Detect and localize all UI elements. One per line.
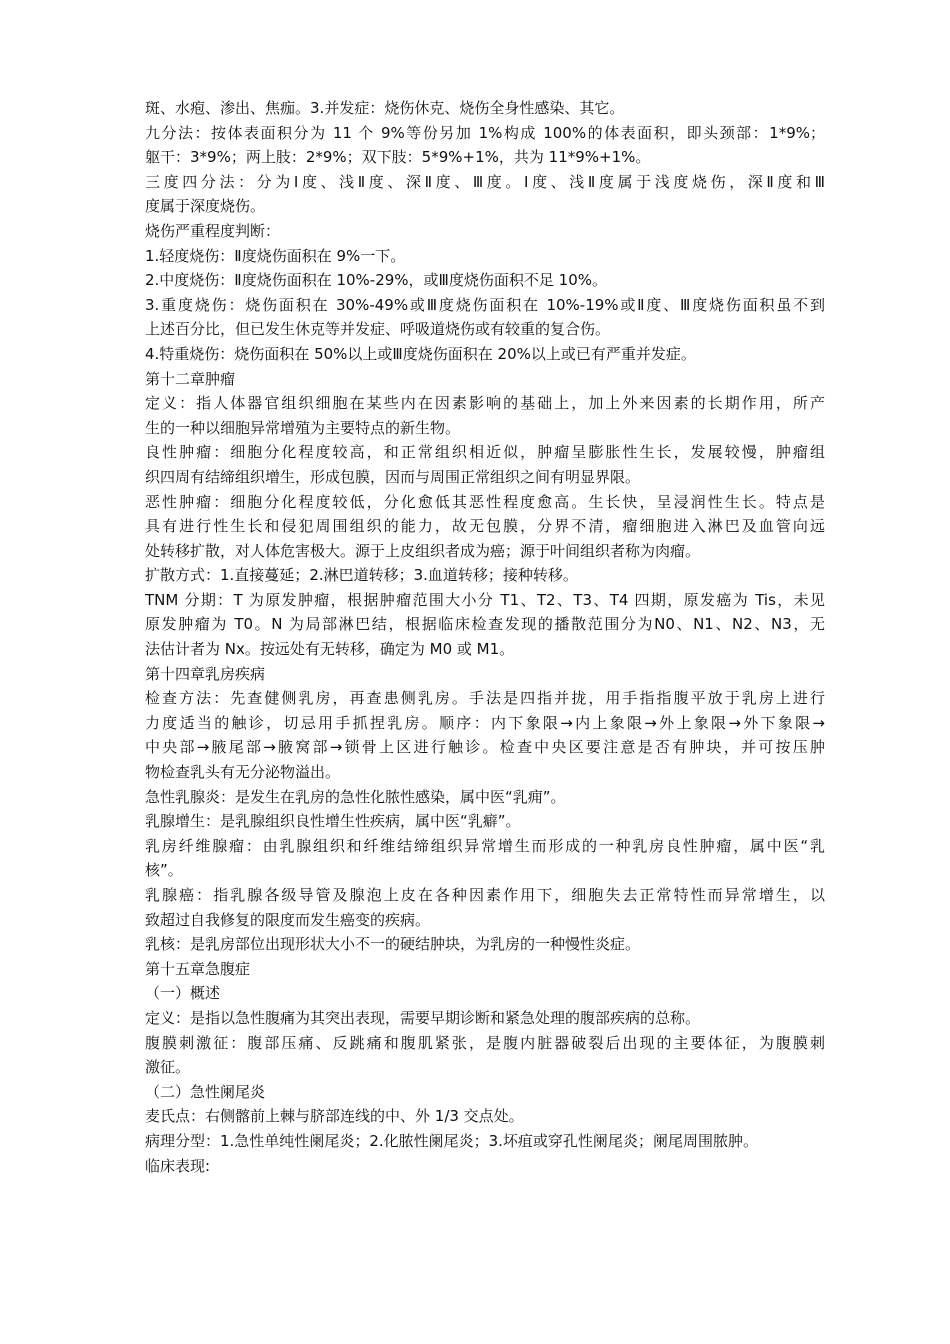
- text-line: 2.中度烧伤：Ⅱ度烧伤面积在 10%-29%，或Ⅲ度烧伤面积不足 10%。: [145, 271, 608, 290]
- text-line: 法估计者为 Nx。按远处有无转移，确定为 M0 或 M1。: [145, 640, 515, 659]
- text-line: 力度适当的触诊，切忌用手抓捏乳房。顺序：内下象限→内上象限→外上象限→外下象限→: [145, 713, 825, 732]
- paragraph: [145, 957, 825, 982]
- text-line: 定义：是指以急性腹痛为其突出表现，需要早期诊断和紧急处理的腹部疾病的总称。: [145, 1008, 701, 1027]
- text-line: 上述百分比，但已发生休克等并发症、呼吸道烧伤或有较重的复合伤。: [145, 320, 611, 339]
- paragraph: [145, 1080, 825, 1105]
- paragraph: [145, 932, 825, 957]
- paragraph: [145, 367, 825, 392]
- text-line: 斑、水疱、渗出、焦痂。3.并发症：烧伤休克、烧伤全身性感染、其它。: [145, 99, 625, 117]
- paragraph: [145, 1031, 825, 1080]
- text-line: （一）概述: [145, 984, 221, 1003]
- paragraph: [145, 1006, 825, 1031]
- text-line: 躯干：3*9%；两上肢：2*9%；双下肢：5*9%+1%，共为 11*9%+1%。: [145, 148, 651, 167]
- text-line: 3.重度烧伤：烧伤面积在 30%-49%或Ⅲ度烧伤面积在 10%-19%或Ⅱ度、Ⅲ度烧伤面积虽不到: [145, 295, 825, 314]
- text-line: （二）急性阑尾炎: [145, 1082, 266, 1101]
- paragraph: [145, 219, 825, 244]
- text-line: TNM 分期：T 为原发肿瘤，根据肿瘤范围大小分 T1、T2、T3、T4 四期，原发癌为 Tis，未见: [145, 590, 825, 609]
- document-body-text: [145, 96, 825, 1178]
- text-line: 病理分型：1.急性单纯性阑尾炎；2.化脓性阑尾炎；3.坏疽或穿孔性阑尾炎；阑尾周围脓肿。: [145, 1131, 758, 1150]
- text-line: 九分法：按体表面积分为 11 个 9%等份另加 1%构成 100%的体表面积，即头颈部：1*9%；: [145, 123, 825, 142]
- paragraph: [145, 588, 825, 662]
- text-line: 急性乳腺炎：是发生在乳房的急性化脓性感染，属中医“乳痈”。: [145, 787, 566, 806]
- text-line: 物检查乳头有无分泌物溢出。: [145, 763, 341, 782]
- text-line: 中央部→腋尾部→腋窝部→锁骨上区进行触诊。检查中央区要注意是否有肿块，并可按压肿: [145, 738, 825, 757]
- paragraph: [145, 342, 825, 367]
- text-line: 麦氏点：右侧髂前上棘与脐部连线的中、外 1/3 交点处。: [145, 1107, 524, 1126]
- text-line: 乳房纤维腺瘤：由乳腺组织和纤维结缔组织异常增生而形成的一种乳房良性肿瘤，属中医“乳: [145, 836, 825, 855]
- text-line: 乳腺增生：是乳腺组织良性增生性疾病，属中医“乳癖”。: [145, 812, 521, 831]
- paragraph: [145, 662, 825, 687]
- paragraph: [145, 391, 825, 440]
- paragraph: [145, 268, 825, 293]
- text-line: 恶性肿瘤：细胞分化程度较低，分化愈低其恶性程度愈高。生长快，呈浸润性生长。特点是: [145, 492, 825, 511]
- paragraph: [145, 170, 825, 219]
- text-line: 1.轻度烧伤：Ⅱ度烧伤面积在 9%一下。: [145, 246, 406, 265]
- text-line: 第十五章急腹症: [145, 959, 251, 978]
- text-line: 扩散方式：1.直接蔓延；2.淋巴道转移；3.血道转移；接种转移。: [145, 566, 578, 585]
- text-line: 生的一种以细胞异常增殖为主要特点的新生物。: [145, 418, 461, 437]
- text-line: 乳核：是乳房部位出现形状大小不一的硬结肿块，为乳房的一种慢性炎症。: [145, 935, 641, 954]
- paragraph: [145, 563, 825, 588]
- text-line: 第十四章乳房疾病: [145, 664, 266, 683]
- text-line: 检查方法：先查健侧乳房，再查患侧乳房。手法是四指并拢，用手指指腹平放于乳房上进行: [145, 689, 825, 708]
- paragraph: [145, 96, 825, 121]
- text-line: 乳腺癌：指乳腺各级导管及腺泡上皮在各种因素作用下，细胞失去正常特性而异常增生，以: [145, 886, 825, 904]
- text-line: 定义：指人体器官组织细胞在某些内在因素影响的基础上，加上外来因素的长期作用，所产: [145, 394, 825, 413]
- paragraph: [145, 981, 825, 1006]
- text-line: 三度四分法：分为Ⅰ度、浅Ⅱ度、深Ⅱ度、Ⅲ度。Ⅰ度、浅Ⅱ度属于浅度烧伤，深Ⅱ度和Ⅲ: [145, 172, 825, 191]
- text-line: 第十二章肿瘤: [145, 369, 236, 388]
- text-line: 核”。: [145, 861, 183, 880]
- text-line: 4.特重烧伤：烧伤面积在 50%以上或Ⅲ度烧伤面积在 20%以上或已有严重并发症。: [145, 344, 696, 363]
- text-line: 激征。: [145, 1058, 191, 1077]
- paragraph: [145, 244, 825, 269]
- paragraph: [145, 293, 825, 342]
- text-line: 原发肿瘤为 T0。N 为局部淋巴结，根据临床检查发现的播散范围分为N0、N1、N2、N3，无: [145, 615, 825, 634]
- text-line: 腹膜刺激征：腹部压痛、反跳痛和腹肌紧张，是腹内脏器破裂后出现的主要体征，为腹膜刺: [145, 1033, 825, 1052]
- paragraph: [145, 809, 825, 834]
- paragraph: [145, 785, 825, 810]
- paragraph: [145, 834, 825, 883]
- paragraph: [145, 440, 825, 489]
- text-line: 烧伤严重程度判断：: [145, 221, 281, 240]
- paragraph: [145, 1104, 825, 1129]
- text-line: 处转移扩散，对人体危害极大。源于上皮组织者成为癌；源于叶间组织者称为肉瘤。: [145, 541, 701, 560]
- text-line: 度属于深度烧伤。: [145, 197, 266, 216]
- text-line: 具有进行性生长和侵犯周围组织的能力，故无包膜，分界不清，瘤细胞进入淋巴及血管向远: [145, 517, 825, 536]
- paragraph: [145, 490, 825, 564]
- text-line: 致超过自我修复的限度而发生癌变的疾病。: [145, 910, 431, 929]
- text-line: 织四周有结缔组织增生，形成包膜，因而与周围正常组织之间有明显界限。: [145, 467, 641, 486]
- paragraph: [145, 1154, 825, 1179]
- text-line: 临床表现:: [145, 1156, 211, 1175]
- paragraph: [145, 1129, 825, 1154]
- paragraph: [145, 121, 825, 170]
- paragraph: [145, 686, 825, 784]
- text-line: 良性肿瘤：细胞分化程度较高，和正常组织相近似，肿瘤呈膨胀性生长，发展较慢，肿瘤组: [145, 443, 825, 462]
- paragraph: [145, 883, 825, 932]
